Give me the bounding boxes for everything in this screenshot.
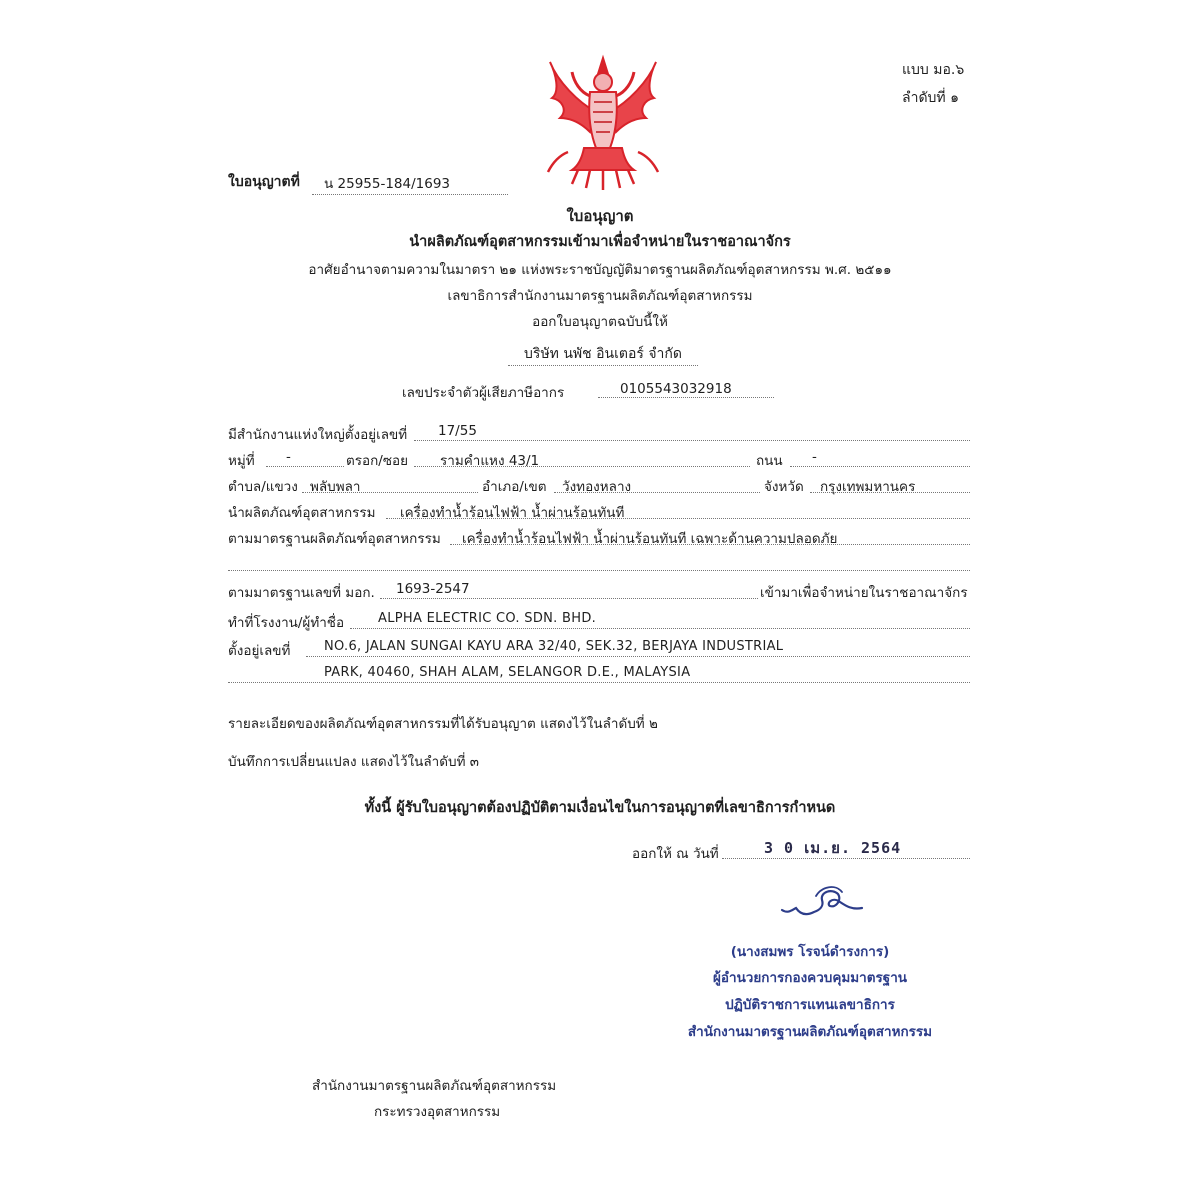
subdistrict-value: พลับพลา: [302, 475, 478, 493]
moo-soi-road-row: [228, 449, 970, 471]
tis-row: [228, 581, 970, 603]
district-value: วังทองหลาง: [554, 475, 760, 493]
moo-value: -: [266, 449, 344, 467]
tax-id-value: 0105543032918: [598, 381, 774, 398]
issue-date-label: ออกให้ ณ วันที่: [632, 846, 719, 862]
head-office-label: มีสำนักงานแห่งใหญ่ตั้งอยู่เลขที่: [228, 427, 408, 443]
manufacturer-label: ทำที่โรงงาน/ผู้ทำชื่อ: [228, 615, 345, 631]
details-note: รายละเอียดของผลิตภัณฑ์อุตสาหกรรมที่ได้รับอนุญาต แสดงไว้ในลำดับที่ ๒: [228, 716, 658, 732]
company-name: บริษัท นพัช อินเตอร์ จำกัด: [508, 343, 698, 366]
issuer-statement: เลขาธิการสำนักงานมาตรฐานผลิตภัณฑ์อุตสาหกรรม: [447, 288, 753, 304]
issue-date-field: [722, 838, 970, 859]
district-label: อำเภอ/เขต: [482, 479, 547, 495]
standard-continuation-row: [228, 553, 970, 575]
head-office-value: 17/55: [414, 423, 970, 441]
product-row: [228, 501, 970, 523]
standard-label: ตามมาตรฐานผลิตภัณฑ์อุตสาหกรรม: [228, 531, 441, 547]
manufacturer-address-row: [228, 639, 970, 661]
blank-line: [228, 553, 970, 571]
manufacturer-address-line2: PARK, 40460, SHAH ALAM, SELANGOR D.E., MALAYSIA: [228, 665, 970, 683]
road-value: -: [790, 449, 970, 467]
condition-statement: ทั้งนี้ ผู้รับใบอนุญาตต้องปฏิบัติตามเงื่อนไขในการอนุญาตที่เลขาธิการกำหนด: [364, 800, 836, 816]
manufacturer-address-label: ตั้งอยู่เลขที่: [228, 643, 291, 659]
authority-statement: อาศัยอำนาจตามความในมาตรา ๒๑ แห่งพระราชบัญญัติมาตรฐานผลิตภัณฑ์อุตสาหกรรม พ.ศ. ๒๕๑๑: [308, 262, 892, 278]
changes-note: บันทึกการเปลี่ยนแปลง แสดงไว้ในลำดับที่ ๓: [228, 754, 479, 770]
signer-title-3: สำนักงานมาตรฐานผลิตภัณฑ์อุตสาหกรรม: [687, 1024, 933, 1040]
manufacturer-row: [228, 611, 970, 633]
signature-icon: [776, 880, 866, 928]
tis-label: ตามมาตรฐานเลขที่ มอก.: [228, 585, 375, 601]
page-order: ลำดับที่ ๑: [902, 90, 959, 106]
product-value: เครื่องทำน้ำร้อนไฟฟ้า น้ำผ่านร้อนทันที: [386, 501, 970, 519]
tis-value: 1693-2547: [380, 581, 758, 599]
soi-label: ตรอก/ซอย: [346, 453, 409, 469]
footer-office: สำนักงานมาตรฐานผลิตภัณฑ์อุตสาหกรรม: [312, 1078, 557, 1094]
document-subtitle: นำผลิตภัณฑ์อุตสาหกรรมเข้ามาเพื่อจำหน่ายในราชอาณาจักร: [409, 234, 791, 250]
issue-date-stamp: 3 0 เม.ย. 2564: [764, 839, 902, 857]
soi-value: รามคำแหง 43/1: [414, 449, 750, 467]
manufacturer-name: ALPHA ELECTRIC CO. SDN. BHD.: [350, 611, 970, 629]
province-value: กรุงเทพมหานคร: [810, 475, 970, 493]
document-title: ใบอนุญาต: [566, 207, 634, 225]
head-office-row: [228, 423, 970, 445]
product-label: นำผลิตภัณฑ์อุตสาหกรรม: [228, 505, 376, 521]
moo-label: หมู่ที่: [228, 453, 255, 469]
standard-row: [228, 527, 970, 549]
grant-statement: ออกใบอนุญาตฉบับนี้ให้: [532, 314, 668, 330]
province-label: จังหวัด: [764, 479, 804, 495]
garuda-emblem-icon: [538, 52, 668, 192]
tax-id-label: เลขประจำตัวผู้เสียภาษีอากร: [402, 385, 565, 401]
subdistrict-label: ตำบล/แขวง: [228, 479, 298, 495]
footer-ministry: กระทรวงอุตสาหกรรม: [374, 1104, 501, 1120]
signer-name: (นางสมพร โรจน์ดำรงการ): [730, 944, 890, 960]
manufacturer-address-row-2: [228, 665, 970, 687]
permit-number-label: ใบอนุญาตที่: [228, 174, 300, 190]
signer-title-1: ผู้อำนวยการกองควบคุมมาตรฐาน: [712, 970, 908, 986]
road-label: ถนน: [756, 453, 783, 469]
tis-suffix: เข้ามาเพื่อจำหน่ายในราชอาณาจักร: [760, 585, 968, 601]
subdistrict-district-province-row: [228, 475, 970, 497]
form-code: แบบ มอ.๖: [902, 62, 965, 78]
signer-title-2: ปฏิบัติราชการแทนเลขาธิการ: [725, 997, 895, 1013]
permit-number-value: น 25955-184/1693: [312, 172, 508, 195]
form-code-block: [902, 56, 964, 112]
standard-value: เครื่องทำน้ำร้อนไฟฟ้า น้ำผ่านร้อนทันที เฉพาะด้านความปลอดภัย: [450, 527, 970, 545]
manufacturer-address-line1: NO.6, JALAN SUNGAI KAYU ARA 32/40, SEK.32, BERJAYA INDUSTRIAL: [306, 639, 970, 657]
